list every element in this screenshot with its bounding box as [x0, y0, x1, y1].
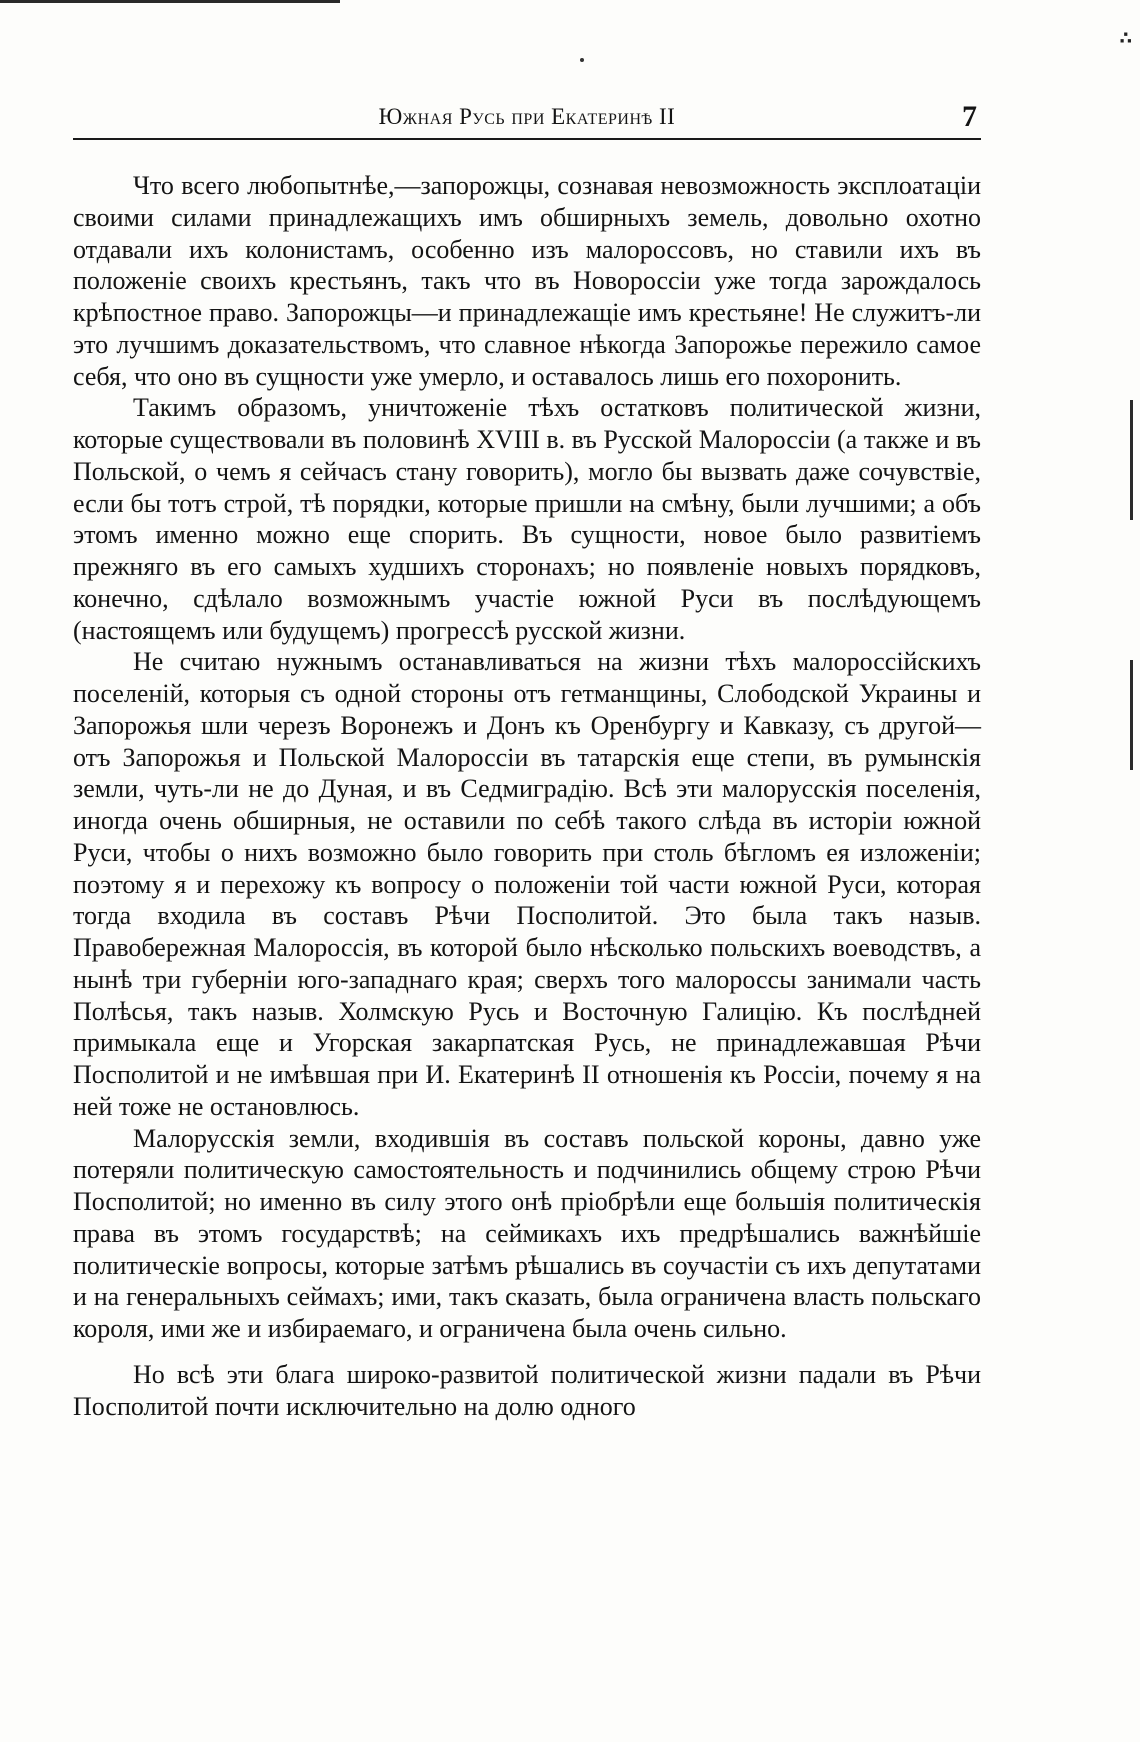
paragraph: Не считаю нужнымъ останавливаться на жизни тѣхъ малороссійскихъ поселеній, которыя съ одной стороны отъ гетманщины, Слободской Украины и Запорожья шли черезъ Воронежъ и Донъ къ Оренбургу и Кавказу, съ другой—отъ Запорожья и Польской Малороссіи въ татарскія еще степи, въ румынскія земли, чуть-ли не до Дуная, и въ Седмиградію. Всѣ эти малорусскія поселенія, иногда очень обширныя, не оставили по себѣ такого слѣда въ исторіи южной Руси, чтобы о нихъ возможно было говорить при столь бѣгломъ ея изложеніи; поэтому я и перехожу къ вопросу о положеніи той части южной Руси, которая тогда входила въ составъ Рѣчи Посполитой. Это была такъ назыв. Правобережная Малороссія, въ которой было нѣсколько польскихъ воеводствъ, а нынѣ три губерніи юго-западнаго края; сверхъ того малороссы занимали часть Полѣсья, такъ назыв. Холмскую Русь и Восточную Галицію. Къ послѣдней примыкала еще и Угорская закарпатская Русь, не принадлежавшая Рѣчи Посполитой и не имѣвшая при И. Екатеринѣ II отношенія къ Россіи, почему я на ней тоже не остановлюсь. — [73, 647, 981, 1121]
running-title: Южная Русь при Екатеринѣ II — [378, 104, 676, 129]
scan-edge-bar — [1130, 660, 1133, 770]
scan-corner-mark: ∴ — [1119, 28, 1132, 49]
paragraph: Малорусскія земли, входившія въ составъ польской короны, давно уже потеряли политическую самостоятельность и подчинились общему строю Рѣчи Посполитой; но именно въ силу этого онѣ пріобрѣли еще большія политическія права въ этомъ государствѣ; на сеймикахъ ихъ предрѣшались важнѣйшіе политическіе вопросы, которые затѣмъ рѣшались въ соучастіи съ ихъ депутатами и на генеральныхъ сеймахъ; ими, такъ сказать, была ограничена власть польскаго короля, ими же и избираемаго, и ограничена была очень сильно. — [73, 1123, 981, 1343]
page-number: 7 — [962, 100, 977, 133]
scan-dot — [580, 58, 584, 62]
scan-edge-bar — [1130, 400, 1133, 520]
paragraph: Такимъ образомъ, уничтоженіе тѣхъ остатковъ политической жизни, которые существовали въ половинѣ XVIII в. въ Русской Малороссіи (а также и въ Польской, о чемъ я сейчасъ стану говорить), могло бы вызвать даже сочувствіе, если бы тотъ строй, тѣ порядки, которые пришли на смѣну, были лучшими; а объ этомъ именно можно еще спорить. Въ сущности, новое было развитіемъ прежняго въ его самыхъ худшихъ сторонахъ; но появленіе новыхъ порядковъ, конечно, сдѣлало возможнымъ участіе южной Руси въ послѣдующемъ (настоящемъ или будущемъ) прогрессѣ русской жизни. — [73, 393, 981, 645]
scan-edge-mark — [0, 0, 340, 3]
page-header — [73, 100, 981, 140]
paragraph: Но всѣ эти блага широко-развитой политической жизни падали въ Рѣчи Посполитой почти исключительно на долю одного — [73, 1359, 981, 1421]
body-text — [73, 170, 981, 1422]
paragraph: Что всего любопытнѣе,—запорожцы, сознавая невозможность эксплоатаціи своими силами принадлежащихъ имъ обширныхъ земель, довольно охотно отдавали ихъ колонистамъ, особенно изъ малороссовъ, но ставили ихъ въ положеніе своихъ крестьянъ, такъ что въ Новороссіи уже тогда зарождалось крѣпостное право. Запорожцы—и принадлежащіе имъ крестьяне! Не служитъ-ли это лучшимъ доказательствомъ, что славное нѣкогда Запорожье пережило самое себя, что оно въ сущности уже умерло, и оставалось лишь его похоронить. — [73, 171, 981, 391]
